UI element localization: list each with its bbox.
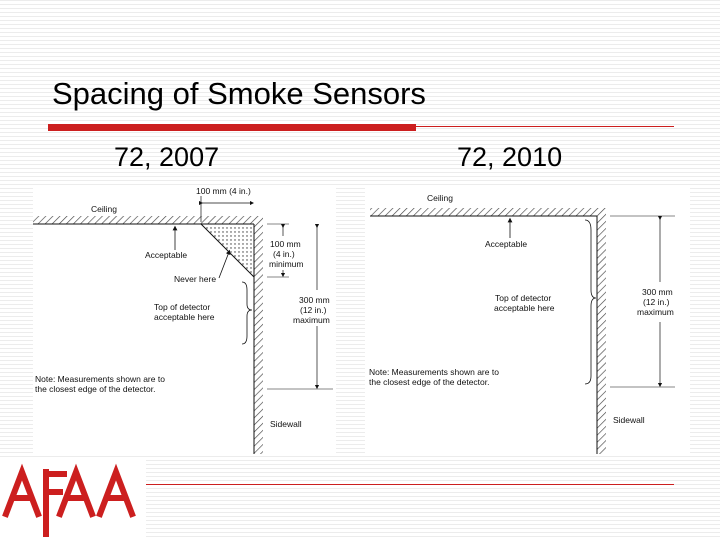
ceiling-label: Ceiling [427,193,453,203]
max-label-3: maximum [637,307,674,317]
note-line-2: the closest edge of the detector. [35,384,156,394]
note-line-1: Note: Measurements shown are to [35,374,165,384]
max-label-2: (12 in.) [300,305,327,315]
top-detector-label-1: Top of detector [495,293,552,303]
caption-2010: 72, 2010 [457,142,563,172]
max-label-3: maximum [293,315,330,325]
sidewall-hatch [597,208,606,454]
ceiling-label: Ceiling [91,204,117,214]
max-label-1: 300 mm [299,295,330,305]
min-label-2: (4 in.) [273,249,295,259]
ceiling-hatch [33,216,254,224]
slide-title: Spacing of Smoke Sensors [52,76,426,111]
title-accent-bar [48,124,416,131]
afaa-logo [0,458,146,540]
max-label-2: (12 in.) [643,297,670,307]
footer-rule [146,484,674,485]
acceptable-label: Acceptable [145,250,188,260]
never-here-label: Never here [174,274,217,284]
sidewall-label: Sidewall [613,415,645,425]
top-dimension-label: 100 mm (4 in.) [196,186,251,196]
afaa-logo-icon [0,458,146,540]
diagram-2010 [365,186,690,454]
acceptable-label: Acceptable [485,239,528,249]
min-label-3: minimum [269,259,304,269]
min-label-1: 100 mm [270,239,301,249]
top-detector-label-2: acceptable here [154,312,215,322]
caption-2007: 72, 2007 [114,142,220,172]
note-line-1: Note: Measurements shown are to [369,367,499,377]
max-label-1: 300 mm [642,287,673,297]
top-detector-label-2: acceptable here [494,303,555,313]
sidewall-hatch [254,216,263,454]
ceiling-hatch [370,208,597,216]
top-detector-label-1: Top of detector [154,302,211,312]
note-line-2: the closest edge of the detector. [369,377,490,387]
sidewall-label: Sidewall [270,419,302,429]
title-rule [416,126,674,127]
diagram-2010-figure [365,186,690,454]
diagram-2007 [33,186,336,454]
diagram-2007-figure [33,186,336,454]
